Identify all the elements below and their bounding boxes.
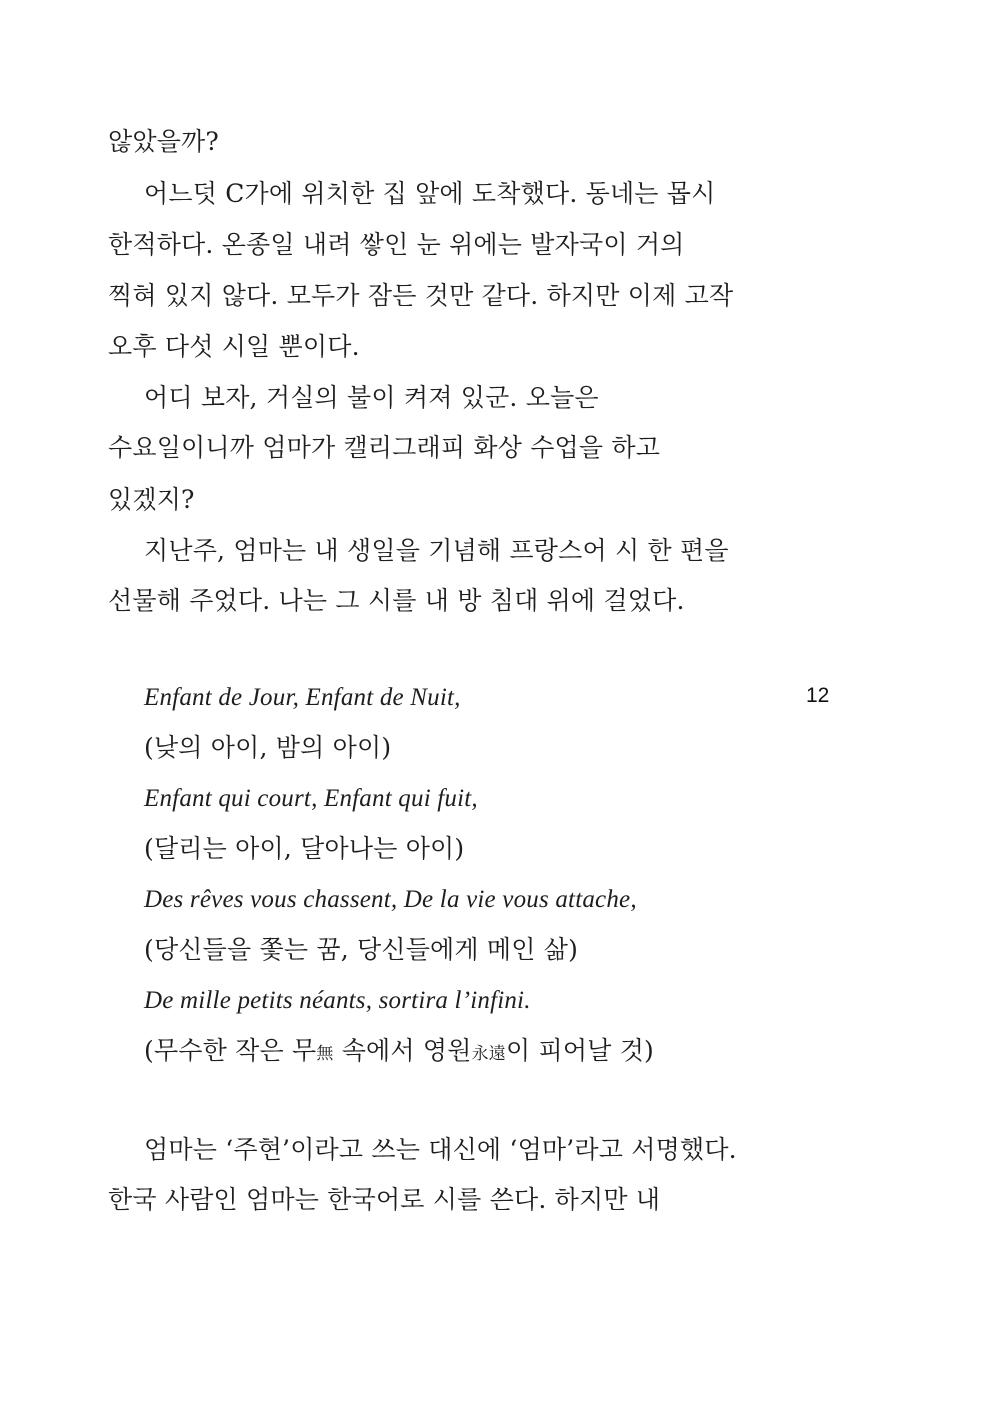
body-line-4: 찍혀 있지 않다. 모두가 잠든 것만 같다. 하지만 이제 고작 [108,281,734,310]
hanja-gloss-yeongwon: 永遠 [471,1044,507,1064]
body-line-1: 않았을까? [108,127,220,156]
after-poem-line-2: 한국 사람인 엄마는 한국어로 시를 쓴다. 하지만 내 [108,1185,661,1214]
poem-line-3-french: Des rêves vous chassent, De la vie vous attache, [144,886,637,913]
body-line-2: 어느덧 C가에 위치한 집 앞에 도착했다. 동네는 몹시 [144,179,716,208]
body-line-10: 선물해 주었다. 나는 그 시를 내 방 침대 위에 걸었다. [108,586,685,615]
body-line-7: 수요일이니까 엄마가 캘리그래피 화상 수업을 하고 [108,433,661,462]
body-line-3: 한적하다. 온종일 내려 쌓인 눈 위에는 발자국이 거의 [108,230,685,259]
poem-line-2-korean: (달리는 아이, 달아나는 아이) [144,834,465,863]
body-line-6: 어디 보자, 거실의 불이 켜져 있군. 오늘은 [144,383,599,412]
poem-line-1-korean: (낮의 아이, 밤의 아이) [144,733,392,762]
poem-line-4-korean [144,1035,654,1070]
page-number: 12 [806,684,830,707]
body-line-9: 지난주, 엄마는 내 생일을 기념해 프랑스어 시 한 편을 [144,536,729,565]
poem-line-4-french: De mille petits néants, sortira l’infini. [144,987,531,1014]
body-line-5: 오후 다섯 시일 뿐이다. [108,332,360,361]
poem-line-4-korean-part-c: 이 피어날 것) [506,1036,655,1065]
poem-line-2-french: Enfant qui court, Enfant qui fuit, [144,785,478,812]
poem-line-3-korean: (당신들을 쫓는 꿈, 당신들에게 메인 삶) [144,935,579,964]
poem-line-4-korean-part-b: 속에서 영원 [333,1036,472,1065]
after-poem-line-1: 엄마는 ‘주현’이라고 쓰는 대신에 ‘엄마’라고 서명했다. [144,1135,737,1164]
poem-line-4-korean-part-a: (무수한 작은 무 [144,1036,317,1065]
poem-line-1-french: Enfant de Jour, Enfant de Nuit, [144,684,461,711]
body-line-8: 있겠지? [108,485,195,514]
hanja-gloss-mu: 無 [316,1044,334,1064]
